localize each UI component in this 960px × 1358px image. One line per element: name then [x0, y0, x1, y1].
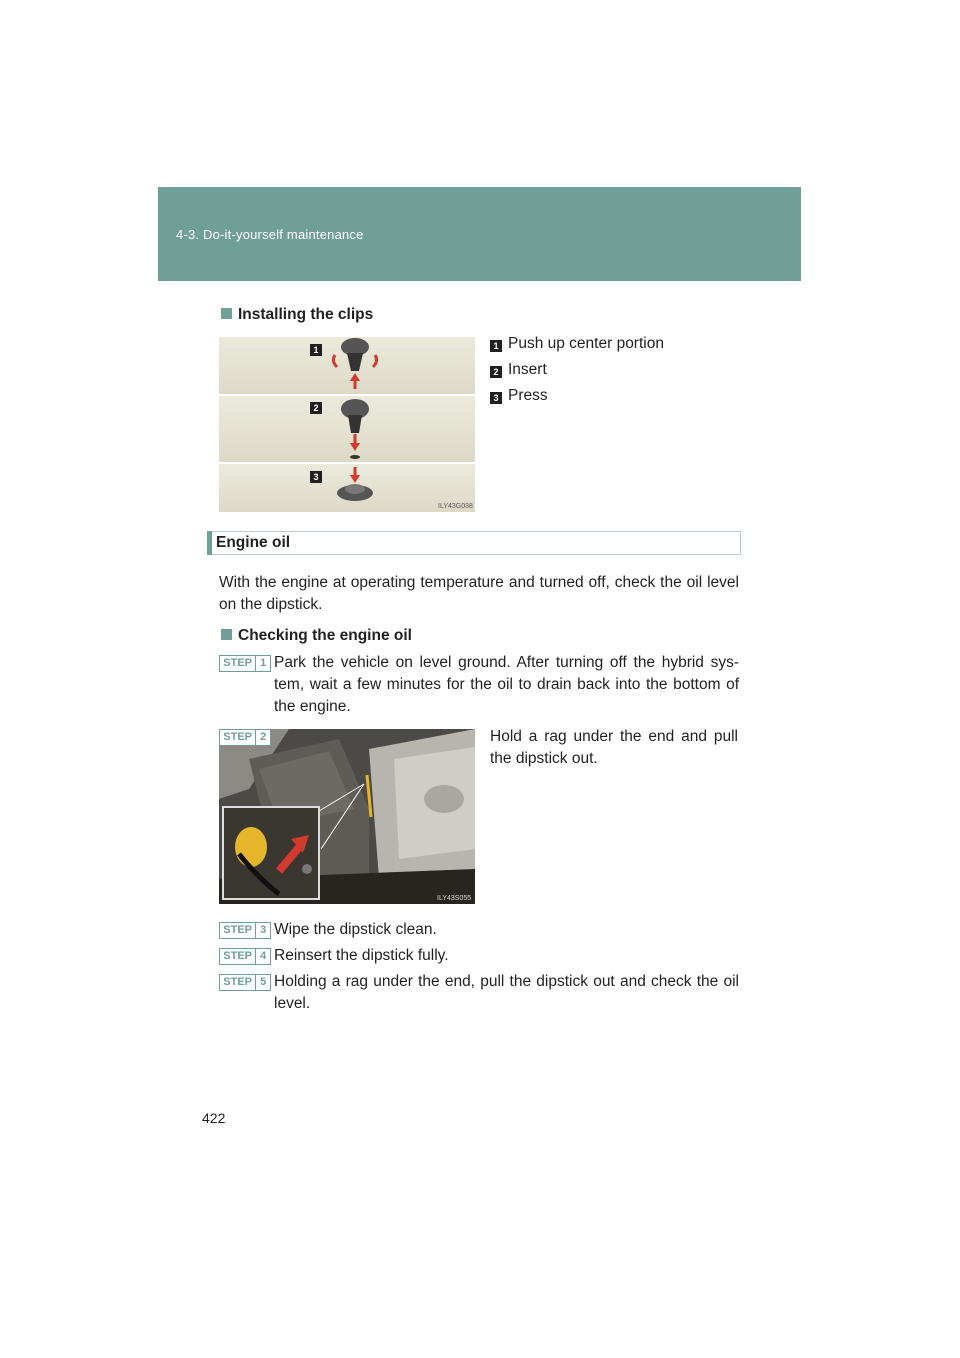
step-badge-1	[219, 655, 271, 672]
square-bullet-icon	[221, 629, 232, 640]
step-word: STEP	[223, 657, 252, 669]
page-number: 422	[202, 1110, 226, 1126]
callout-number: 3	[490, 392, 502, 404]
step-number: 4	[255, 949, 270, 964]
callout-text: Insert	[508, 361, 547, 378]
engine-oil-section-bar	[207, 531, 741, 555]
step-badge-2	[219, 729, 271, 746]
step-number: 3	[255, 923, 270, 938]
step-word: STEP	[223, 950, 252, 962]
step-text-4: Reinsert the dipstick fully.	[274, 947, 449, 964]
figure-marker-3: 3	[310, 471, 322, 483]
engine-oil-intro: With the engine at operating temperature and turned off, check the oil level on the dipstick.	[219, 574, 739, 613]
check-oil-heading-text: Checking the engine oil	[238, 627, 412, 644]
clips-illustration	[219, 337, 475, 512]
step-badge-4	[219, 948, 271, 965]
figure-marker-2: 2	[310, 402, 322, 414]
callout-number: 1	[490, 340, 502, 352]
step-number: 5	[255, 975, 270, 990]
engine-photo	[219, 729, 475, 904]
step-word: STEP	[223, 976, 252, 988]
clips-heading-text: Installing the clips	[238, 306, 374, 323]
step-text-2: Hold a rag under the end and pull the dipstick out.	[490, 728, 738, 767]
step-number: 2	[255, 730, 270, 745]
callout-1	[490, 335, 664, 353]
square-bullet-icon	[221, 308, 232, 319]
callout-number: 2	[490, 366, 502, 378]
engine-oil-title: Engine oil	[216, 534, 291, 551]
clip-drawing	[219, 337, 475, 512]
section-stripe	[207, 531, 212, 555]
callout-text: Push up center portion	[508, 335, 664, 352]
clips-heading	[221, 306, 373, 324]
step-number: 1	[255, 656, 270, 671]
section-title: 4-3. Do-it-yourself maintenance	[176, 227, 364, 242]
step-word: STEP	[223, 731, 252, 743]
step-text-1: Park the vehicle on level ground. After turning off the hybrid sys-tem, wait a few minutes for the oil to drain back into the bottom of the engine.	[274, 654, 739, 715]
callout-2	[490, 361, 547, 379]
section-header-band	[158, 187, 801, 281]
check-oil-heading	[221, 627, 412, 645]
callout-text: Press	[508, 387, 548, 404]
step-text-5: Holding a rag under the end, pull the dipstick out and check the oil level.	[274, 973, 739, 1012]
engine-figure-code: ILY43S055	[437, 895, 472, 902]
callout-3	[490, 387, 548, 405]
step-word: STEP	[223, 924, 252, 936]
figure-marker-1: 1	[310, 344, 322, 356]
clips-figure-code: ILY43G038	[438, 503, 473, 510]
step-badge-5	[219, 974, 271, 991]
step-text-3: Wipe the dipstick clean.	[274, 921, 437, 938]
engine-bay-drawing	[219, 729, 475, 904]
step-badge-3	[219, 922, 271, 939]
